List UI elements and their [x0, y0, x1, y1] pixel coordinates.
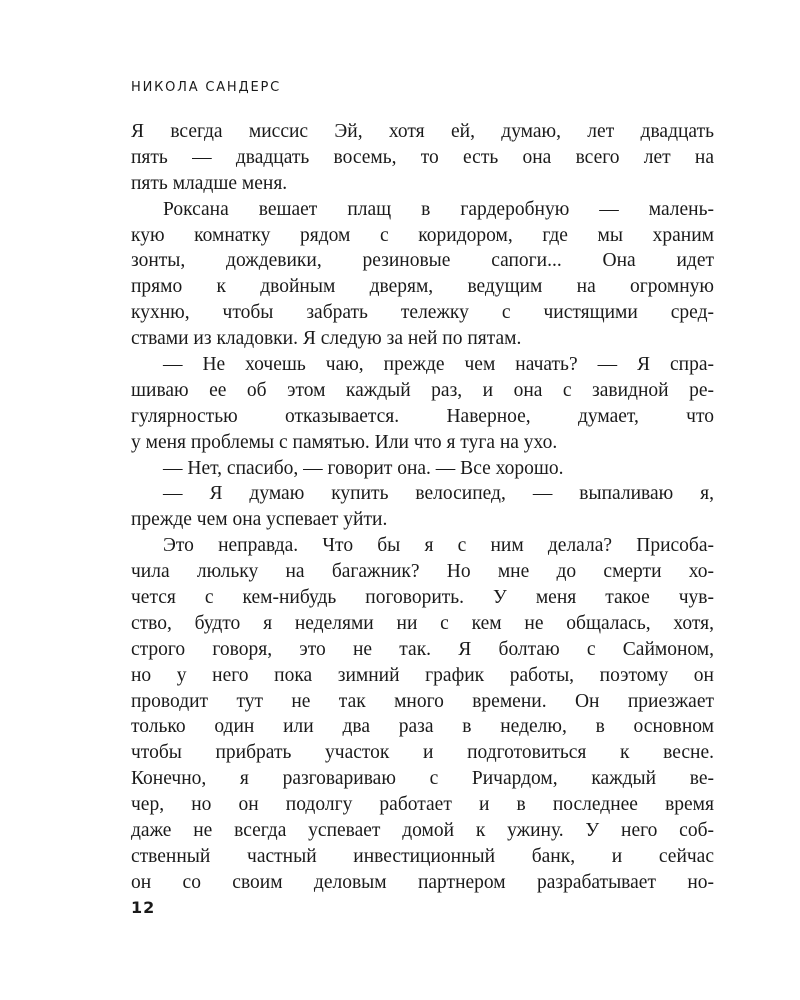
text-line: ствами из кладовки. Я следую за ней по пятам. — [131, 328, 522, 350]
text-line: прежде чем она успевает уйти. — [131, 509, 388, 531]
text-line: чтобы прибрать участок и подготовиться к весне. — [131, 742, 714, 764]
text-line: чется с кем-нибудь поговорить. У меня такое чув- — [131, 587, 714, 609]
text-line: пять младше меня. — [131, 172, 288, 194]
text-line: только один или два раза в неделю, в основном — [131, 716, 714, 738]
text-line: гулярностью отказывается. Наверное, думает, что — [131, 405, 714, 427]
text-line: кую комнатку рядом с коридором, где мы храним — [131, 224, 714, 246]
text-line: ство, будто я неделями ни с кем не общалась, хотя, — [131, 612, 714, 634]
text-line: но у него пока зимний график работы, поэтому он — [131, 664, 714, 686]
text-line: проводит тут не так много времени. Он приезжает — [131, 690, 714, 712]
page-body-text — [131, 119, 714, 896]
text-line: чер, но он подолгу работает и в последнее время — [131, 794, 714, 816]
text-line: пять — двадцать восемь, то есть она всего лет на — [131, 146, 714, 168]
text-line: кухню, чтобы забрать тележку с чистящими сред- — [131, 302, 714, 324]
text-line: — Нет, спасибо, — говорит она. — Все хорошо. — [163, 457, 564, 479]
text-line: чила люльку на багажник? Но мне до смерти хо- — [131, 561, 714, 583]
text-line: шиваю ее об этом каждый раз, и она с завидной ре- — [131, 379, 714, 401]
text-line: у меня проблемы с памятью. Или что я туга на ухо. — [131, 431, 558, 453]
text-line: он со своим деловым партнером разрабатывает но- — [131, 871, 714, 893]
text-line: строго говоря, это не так. Я болтаю с Саймоном, — [131, 638, 714, 660]
text-line: Конечно, я разговариваю с Ричардом, каждый ве- — [131, 768, 714, 790]
text-line: Это неправда. Что бы я с ним делала? Присоба- — [163, 535, 714, 557]
text-line: — Не хочешь чаю, прежде чем начать? — Я спра- — [163, 354, 714, 376]
text-line: Роксана вешает плащ в гардеробную — малень- — [163, 198, 714, 220]
text-line: зонты, дождевики, резиновые сапоги... Она идет — [131, 250, 714, 272]
page-number: 12 — [131, 898, 156, 917]
text-line: ственный частный инвестиционный банк, и сейчас — [131, 845, 714, 867]
running-header-author: НИКОЛА САНДЕРС — [131, 80, 281, 95]
text-line: даже не всегда успевает домой к ужину. У него соб- — [131, 820, 714, 842]
text-line: прямо к двойным дверям, ведущим на огромную — [131, 276, 714, 298]
text-line: Я всегда миссис Эй, хотя ей, думаю, лет двадцать — [131, 121, 714, 142]
text-line: — Я думаю купить велосипед, — выпаливаю я, — [163, 483, 714, 505]
